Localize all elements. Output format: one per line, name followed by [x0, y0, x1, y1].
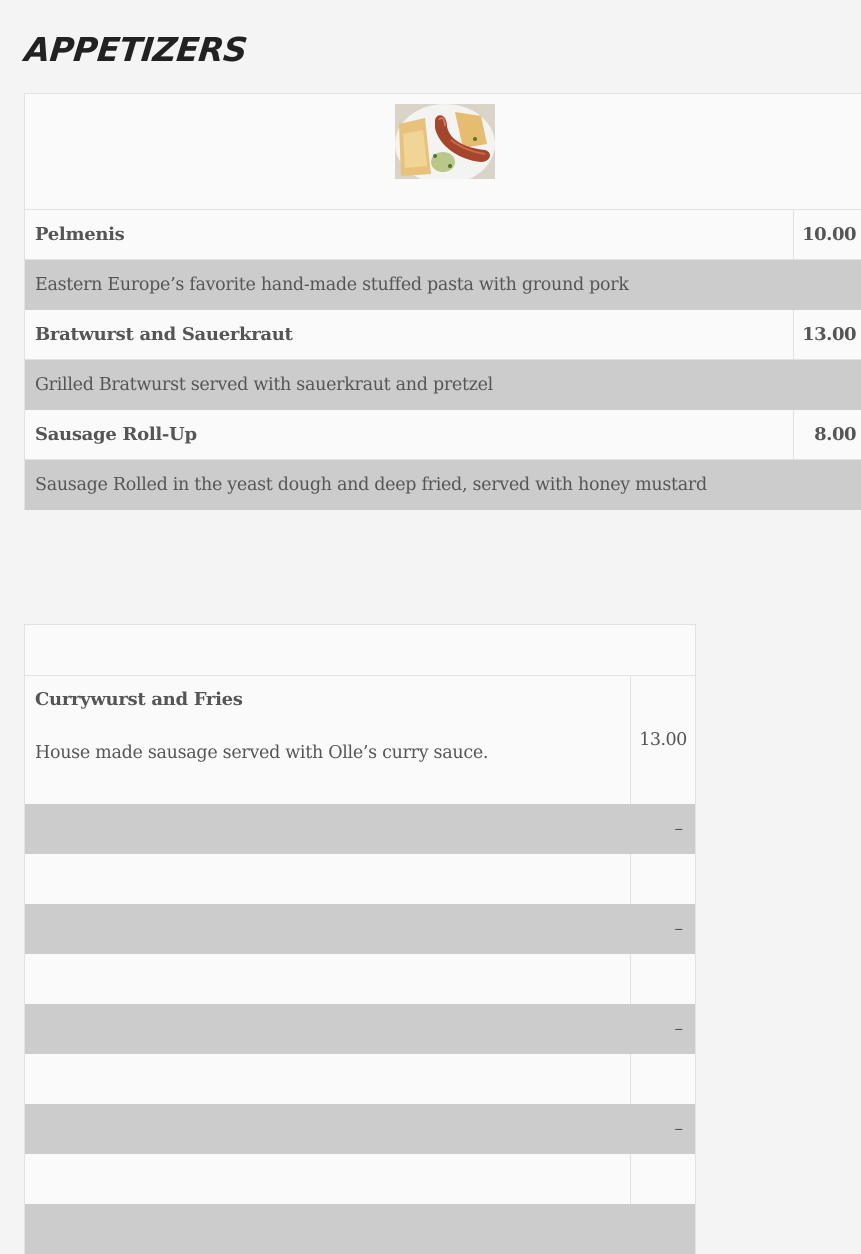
empty-cell [25, 1154, 630, 1204]
empty-price: – [674, 1019, 683, 1039]
menu-item-row [25, 410, 861, 460]
empty-cell [25, 954, 630, 1004]
empty-row [25, 1004, 695, 1054]
empty-row [25, 804, 695, 854]
empty-price: – [674, 819, 683, 839]
empty-row [25, 1054, 695, 1104]
empty-price-cell [630, 854, 695, 904]
item-description: House made sausage served with Olle’s curry sauce. [35, 743, 489, 763]
item-name: Bratwurst and Sauerkraut [35, 324, 293, 345]
appetizers-table [24, 93, 861, 510]
table-header-row [25, 625, 695, 676]
menu-item-description-row [25, 460, 861, 510]
item-name: Currywurst and Fries [35, 689, 243, 710]
empty-row [25, 904, 695, 954]
menu-item-row [25, 210, 861, 260]
empty-price: – [674, 919, 683, 939]
item-description: Grilled Bratwurst served with sauerkraut and pretzel [35, 375, 493, 395]
empty-cell [25, 1054, 630, 1104]
section-title: APPETIZERS [22, 30, 249, 69]
empty-cell [25, 854, 630, 904]
image-row [25, 94, 861, 210]
empty-price-cell [630, 954, 695, 1004]
item-name: Sausage Roll-Up [35, 424, 197, 445]
item-name: Pelmenis [35, 224, 125, 245]
item-details [25, 676, 630, 804]
item-description: Sausage Rolled in the yeast dough and deep fried, served with honey mustard [35, 475, 707, 495]
menu-item-row [25, 676, 695, 804]
empty-price-cell [630, 1154, 695, 1204]
empty-price: – [674, 1119, 683, 1139]
item-price: 13.00 [630, 676, 695, 804]
menu-item-row [25, 310, 861, 360]
empty-row [25, 1104, 695, 1154]
empty-row [25, 1154, 695, 1204]
empty-row [25, 854, 695, 904]
item-price: 13.00 [793, 310, 861, 359]
second-menu-table [24, 624, 696, 1254]
menu-item-description-row [25, 260, 861, 310]
empty-row [25, 1204, 695, 1254]
item-price: 8.00 [793, 410, 861, 459]
item-description: Eastern Europe’s favorite hand-made stuffed pasta with ground pork [35, 275, 629, 295]
food-photo[interactable] [395, 104, 495, 179]
empty-row [25, 954, 695, 1004]
menu-item-description-row [25, 360, 861, 410]
item-price: 10.00 [793, 210, 861, 259]
empty-price-cell [630, 1054, 695, 1104]
